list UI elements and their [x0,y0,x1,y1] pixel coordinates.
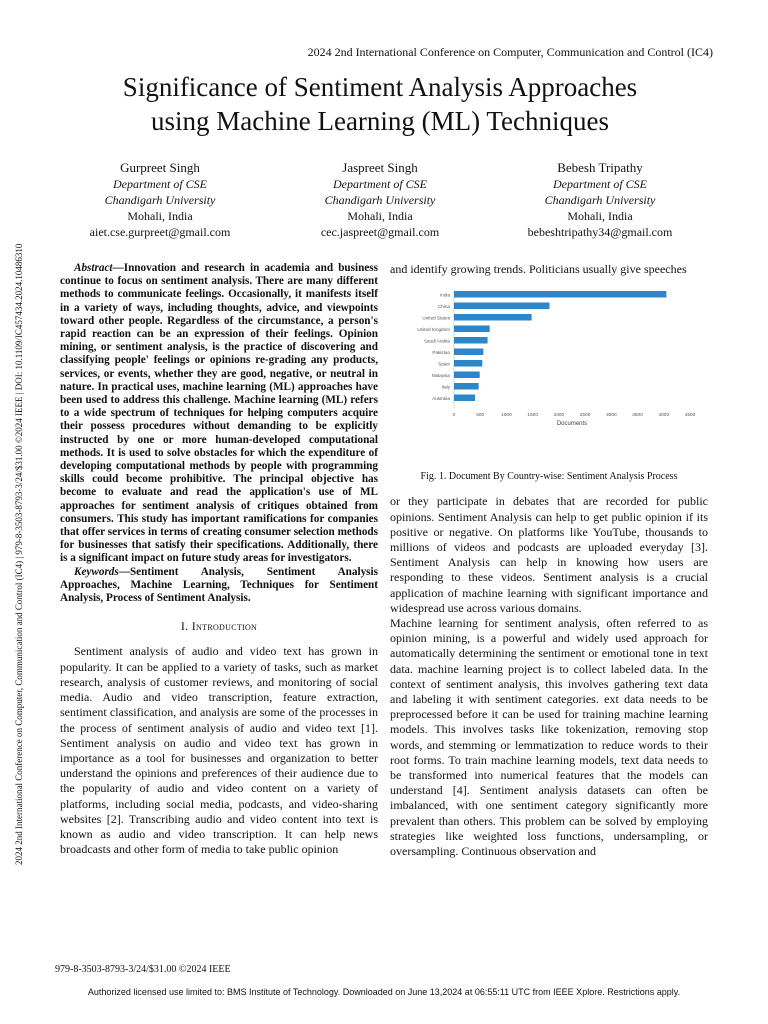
author-email[interactable]: cec.jaspreet@gmail.com [320,225,440,239]
right-paragraph-2: Machine learning for sentiment analysis, often referred to as opinion mining, is a powerful and widely used approach for automatically determining the sentiment or emotional tone in text data. machine learning project is to collect labeled data. In the context of sentiment analysis, this involves gathering text data and labeling it with sentiment categories. ext data needs to be preprocessed before it can be used for training machine learning models. This involves tasks like tokenization, removing stop words, and stemming or lemmatization to reduce words to their root forms. To train machine learning models, text data needs to be transformed into numerical features that the models can understand [4]. Sentiment analysis datasets can often be imbalanced, with one sentiment category significantly more prevalent than others. This problem can be solved by employing strategies like weighted loss functions, undersampling, or oversampling. Continuous observation and [390,616,708,859]
paper-title [60,70,700,138]
author-1 [60,160,260,240]
keywords [60,566,378,606]
bar [454,372,480,379]
x-tick-label: 2500 [579,413,591,419]
author-name: Jaspreet Singh [342,160,418,175]
category-label: India [440,292,450,298]
title-line-2: using Machine Learning (ML) Techniques [151,106,609,136]
section-title: Introduction [191,619,258,634]
x-tick-label: 1000 [501,413,512,419]
bar [454,349,483,356]
author-location: Mohali, India [127,209,193,223]
bar [454,395,475,402]
x-axis-label: Documents [556,421,588,428]
author-location: Mohali, India [347,209,413,223]
footer-license: Authorized licensed use limited to: BMS Institute of Technology. Downloaded on June 13,2024 at 06:55:11 UTC from IEEE Xplore. Restrictions apply. [87,987,681,997]
author-university: Chandigarh University [104,193,216,207]
author-email[interactable]: bebeshtripathy34@gmail.com [527,225,673,239]
x-tick-label: 3500 [632,413,643,419]
author-name: Gurpreet Singh [120,160,200,175]
bar [454,383,479,390]
footer-copyright: 979-8-3503-8793-3/24/$31.00 ©2024 IEEE [55,964,231,975]
x-tick-label: 500 [476,413,485,419]
abstract-label: Abstract [74,262,113,274]
author-2 [280,160,480,240]
author-department: Department of CSE [113,177,207,191]
section-numeral: I. [180,619,192,634]
category-label: Australia [432,395,450,401]
category-label: China [437,303,450,309]
category-label: Spain [438,361,450,367]
right-paragraph-1: or they participate in debates that are recorded for public opinions. Sentiment Analysis can help to get public opinion if its positive or negative. On platforms like YouTube, thousands to millions of videos and podcasts are uploaded everyday [3]. Sentiment Analysis can help in knowing how users are responding to these videos. Sentiment analysis is a crucial application of machine learning with significant importance and widespread use across various domains. [390,494,708,615]
x-tick-label: 1500 [527,413,539,419]
bar [454,360,482,367]
title-line-1: Significance of Sentiment Analysis Approaches [122,72,638,102]
abstract-text: —Innovation and research in academia and business continue to focus on sentiment analysis. There are many different methods to communicate feelings. Occasionally, it manifests itself in a variety of ways, including thoughts, advice, and viewpoints toward other people. Regardless of the circumstance, a person's rapid reaction can be an expression of their feelings. Opinion mining, or sentiment analysis, is the practice of discovering and classifying people' feelings or opinions re-grading any products, services, or events, whether they are good, negative, or neutral in nature. In practical uses, machine learning (ML) approaches have been used to address this challenge. Machine learning (ML) refers to a wide spectrum of techniques for helping computers acquire their possess procedures without demanding to be explicitly instructed by one or more human-developed computational methods. It is used to solve obstacles for which the expenditure of developing computational methods by people with programming skills could become prohibitive. The principal objective has become to evaluate and read the application's use of ML approaches for sentiment analysis of critiques obtained from consumers. This study has important ramifications for companies that offer services in terms of creating consumer selection methods for businesses that satisfy their specifications. Additionally, there is a significant impact on future study areas for investigators. [60,262,378,565]
right-column [390,262,708,859]
x-tick-label: 0 [452,413,456,419]
intro-paragraph-1: Sentiment analysis of audio and video text has grown in popularity. It can be applied to a variety of tasks, such as market research, analysis of customer reviews, and monitoring of social media. Audio and video transcription, feature extraction, sentiment classification, and analysis are some of the processes in the process of sentiment analysis of audio and video text [1]. Sentiment analysis on audio and video text has grown in importance as a tool for businesses and organization to better understand the opinions and preferences of their audience due to the popularity of audio and video content on a variety of platforms, including social media, podcasts, and video-sharing websites [2]. Transcribing audio and video content into text is known as audio and video transcription. It can help news broadcasts and other form of media to take public opinion [60,644,378,857]
category-label: Pakistan [432,349,450,355]
author-block [60,160,700,240]
category-label: United Kingdom [417,326,450,332]
author-university: Chandigarh University [544,193,656,207]
category-label: United States [422,315,450,321]
abstract [60,262,378,566]
figure-caption: Fig. 1. Document By Country-wise: Sentiment Analysis Process [420,471,678,483]
author-email[interactable]: aiet.cse.gurpreet@gmail.com [89,225,231,239]
category-label: Italy [441,384,450,390]
left-column [60,262,378,857]
author-university: Chandigarh University [324,193,436,207]
bar [454,326,490,333]
side-metadata-strip: 2024 2nd International Conference on Computer, Communication and Control (IC4) | 979-8-3503-8793-3/24/$31.00 ©2024 IEEE | DOI: 10.1109/IC457434.2024.10486310 [14,243,24,865]
author-department: Department of CSE [333,177,427,191]
conference-header: 2024 2nd International Conference on Computer, Communication and Control (IC4) [307,45,713,59]
keywords-label: Keywords [74,565,119,578]
bar-chart [390,285,708,465]
x-tick-label: 3000 [605,413,617,419]
category-label: Malaysia [431,372,450,378]
bar [454,314,532,321]
x-tick-label: 2000 [553,413,565,419]
author-location: Mohali, India [567,209,633,223]
bar [454,303,549,310]
section-heading-introduction [60,619,378,634]
category-label: Saudi Arabia [423,338,450,344]
author-department: Department of CSE [553,177,647,191]
bar [454,291,666,298]
x-tick-label: 4500 [684,413,696,419]
keywords-text: —Sentiment Analysis, Sentiment Analysis Approaches, Machine Learning, Techniques for Sentiment Analysis, Process of Sentiment Analysis. [60,565,378,605]
right-column-top-line: and identify growing trends. Politicians usually give speeches [390,262,687,276]
author-3 [500,160,700,240]
figure-1 [390,285,708,465]
bar [454,337,488,344]
x-tick-label: 4000 [658,413,670,419]
author-name: Bebesh Tripathy [557,160,643,175]
